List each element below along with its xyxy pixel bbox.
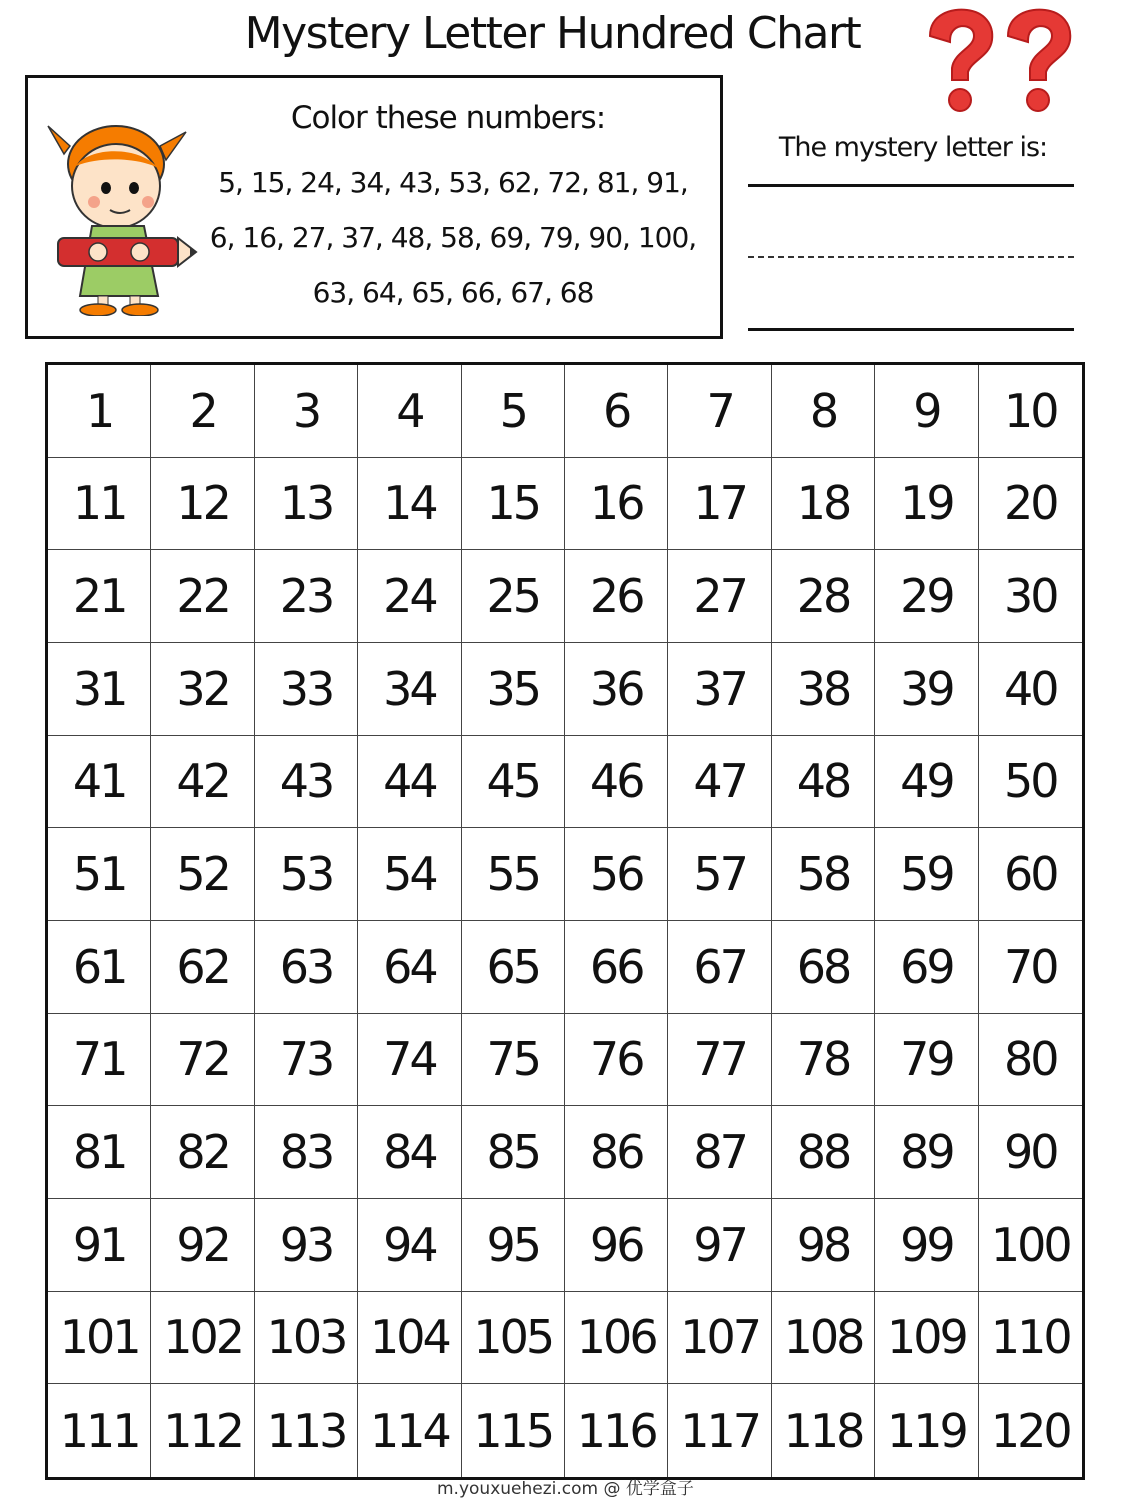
grid-cell-50[interactable]: 50 <box>979 736 1082 829</box>
grid-cell-115[interactable]: 115 <box>462 1384 565 1477</box>
grid-cell-70[interactable]: 70 <box>979 921 1082 1014</box>
grid-cell-78[interactable]: 78 <box>772 1014 875 1107</box>
grid-cell-47[interactable]: 47 <box>668 736 771 829</box>
grid-cell-72[interactable]: 72 <box>151 1014 254 1107</box>
answer-line-base <box>748 328 1074 331</box>
grid-cell-81[interactable]: 81 <box>48 1106 151 1199</box>
grid-cell-111[interactable]: 111 <box>48 1384 151 1477</box>
grid-cell-82[interactable]: 82 <box>151 1106 254 1199</box>
grid-cell-28[interactable]: 28 <box>772 550 875 643</box>
grid-cell-26[interactable]: 26 <box>565 550 668 643</box>
grid-cell-45[interactable]: 45 <box>462 736 565 829</box>
grid-cell-88[interactable]: 88 <box>772 1106 875 1199</box>
grid-cell-10[interactable]: 10 <box>979 365 1082 458</box>
grid-cell-106[interactable]: 106 <box>565 1292 668 1385</box>
grid-cell-11[interactable]: 11 <box>48 458 151 551</box>
grid-cell-5[interactable]: 5 <box>462 365 565 458</box>
grid-cell-2[interactable]: 2 <box>151 365 254 458</box>
grid-cell-84[interactable]: 84 <box>358 1106 461 1199</box>
grid-cell-101[interactable]: 101 <box>48 1292 151 1385</box>
grid-cell-86[interactable]: 86 <box>565 1106 668 1199</box>
grid-cell-23[interactable]: 23 <box>255 550 358 643</box>
grid-cell-114[interactable]: 114 <box>358 1384 461 1477</box>
grid-cell-60[interactable]: 60 <box>979 828 1082 921</box>
grid-cell-53[interactable]: 53 <box>255 828 358 921</box>
grid-cell-56[interactable]: 56 <box>565 828 668 921</box>
grid-cell-20[interactable]: 20 <box>979 458 1082 551</box>
grid-cell-63[interactable]: 63 <box>255 921 358 1014</box>
grid-cell-77[interactable]: 77 <box>668 1014 771 1107</box>
grid-cell-68[interactable]: 68 <box>772 921 875 1014</box>
grid-cell-118[interactable]: 118 <box>772 1384 875 1477</box>
grid-cell-41[interactable]: 41 <box>48 736 151 829</box>
grid-cell-39[interactable]: 39 <box>875 643 978 736</box>
grid-cell-36[interactable]: 36 <box>565 643 668 736</box>
grid-cell-35[interactable]: 35 <box>462 643 565 736</box>
grid-cell-107[interactable]: 107 <box>668 1292 771 1385</box>
grid-cell-62[interactable]: 62 <box>151 921 254 1014</box>
grid-cell-59[interactable]: 59 <box>875 828 978 921</box>
grid-cell-40[interactable]: 40 <box>979 643 1082 736</box>
grid-cell-13[interactable]: 13 <box>255 458 358 551</box>
grid-cell-79[interactable]: 79 <box>875 1014 978 1107</box>
grid-cell-6[interactable]: 6 <box>565 365 668 458</box>
grid-cell-64[interactable]: 64 <box>358 921 461 1014</box>
grid-cell-48[interactable]: 48 <box>772 736 875 829</box>
grid-cell-42[interactable]: 42 <box>151 736 254 829</box>
grid-cell-22[interactable]: 22 <box>151 550 254 643</box>
grid-cell-44[interactable]: 44 <box>358 736 461 829</box>
grid-cell-37[interactable]: 37 <box>668 643 771 736</box>
grid-cell-80[interactable]: 80 <box>979 1014 1082 1107</box>
grid-cell-67[interactable]: 67 <box>668 921 771 1014</box>
grid-cell-110[interactable]: 110 <box>979 1292 1082 1385</box>
grid-cell-34[interactable]: 34 <box>358 643 461 736</box>
grid-cell-19[interactable]: 19 <box>875 458 978 551</box>
grid-cell-9[interactable]: 9 <box>875 365 978 458</box>
grid-cell-85[interactable]: 85 <box>462 1106 565 1199</box>
grid-cell-76[interactable]: 76 <box>565 1014 668 1107</box>
grid-cell-90[interactable]: 90 <box>979 1106 1082 1199</box>
grid-cell-24[interactable]: 24 <box>358 550 461 643</box>
grid-cell-29[interactable]: 29 <box>875 550 978 643</box>
grid-cell-52[interactable]: 52 <box>151 828 254 921</box>
grid-cell-33[interactable]: 33 <box>255 643 358 736</box>
grid-cell-51[interactable]: 51 <box>48 828 151 921</box>
grid-cell-3[interactable]: 3 <box>255 365 358 458</box>
instructions-line-3: 63, 64, 65, 66, 67, 68 <box>312 276 594 309</box>
instructions-line-2: 6, 16, 27, 37, 48, 58, 69, 79, 90, 100, <box>209 221 697 254</box>
grid-cell-112[interactable]: 112 <box>151 1384 254 1477</box>
grid-cell-102[interactable]: 102 <box>151 1292 254 1385</box>
grid-cell-87[interactable]: 87 <box>668 1106 771 1199</box>
grid-cell-99[interactable]: 99 <box>875 1199 978 1292</box>
grid-cell-73[interactable]: 73 <box>255 1014 358 1107</box>
grid-cell-98[interactable]: 98 <box>772 1199 875 1292</box>
grid-cell-1[interactable]: 1 <box>48 365 151 458</box>
mystery-letter-label: The mystery letter is: <box>778 132 1048 163</box>
grid-cell-116[interactable]: 116 <box>565 1384 668 1477</box>
grid-cell-14[interactable]: 14 <box>358 458 461 551</box>
grid-cell-17[interactable]: 17 <box>668 458 771 551</box>
grid-cell-46[interactable]: 46 <box>565 736 668 829</box>
grid-cell-89[interactable]: 89 <box>875 1106 978 1199</box>
grid-cell-38[interactable]: 38 <box>772 643 875 736</box>
grid-cell-43[interactable]: 43 <box>255 736 358 829</box>
grid-cell-54[interactable]: 54 <box>358 828 461 921</box>
grid-cell-74[interactable]: 74 <box>358 1014 461 1107</box>
grid-cell-31[interactable]: 31 <box>48 643 151 736</box>
watermark: m.youxuehezi.com @ 优学盒子 <box>437 1479 694 1499</box>
grid-cell-18[interactable]: 18 <box>772 458 875 551</box>
grid-cell-83[interactable]: 83 <box>255 1106 358 1199</box>
answer-line-middle <box>748 256 1074 258</box>
grid-cell-57[interactable]: 57 <box>668 828 771 921</box>
grid-cell-103[interactable]: 103 <box>255 1292 358 1385</box>
grid-cell-4[interactable]: 4 <box>358 365 461 458</box>
grid-cell-66[interactable]: 66 <box>565 921 668 1014</box>
grid-cell-32[interactable]: 32 <box>151 643 254 736</box>
grid-cell-61[interactable]: 61 <box>48 921 151 1014</box>
grid-cell-12[interactable]: 12 <box>151 458 254 551</box>
grid-cell-104[interactable]: 104 <box>358 1292 461 1385</box>
grid-cell-92[interactable]: 92 <box>151 1199 254 1292</box>
question-marks-icon <box>922 6 1082 116</box>
instructions-box <box>25 75 723 339</box>
grid-cell-58[interactable]: 58 <box>772 828 875 921</box>
grid-cell-16[interactable]: 16 <box>565 458 668 551</box>
grid-cell-94[interactable]: 94 <box>358 1199 461 1292</box>
grid-cell-97[interactable]: 97 <box>668 1199 771 1292</box>
grid-cell-25[interactable]: 25 <box>462 550 565 643</box>
grid-cell-49[interactable]: 49 <box>875 736 978 829</box>
grid-cell-21[interactable]: 21 <box>48 550 151 643</box>
grid-cell-109[interactable]: 109 <box>875 1292 978 1385</box>
grid-cell-15[interactable]: 15 <box>462 458 565 551</box>
girl-with-pencil-icon <box>40 106 200 316</box>
grid-cell-119[interactable]: 119 <box>875 1384 978 1477</box>
instructions-heading: Color these numbers: <box>290 100 606 136</box>
grid-cell-95[interactable]: 95 <box>462 1199 565 1292</box>
answer-line-top <box>748 184 1074 187</box>
grid-cell-117[interactable]: 117 <box>668 1384 771 1477</box>
grid-cell-96[interactable]: 96 <box>565 1199 668 1292</box>
grid-cell-65[interactable]: 65 <box>462 921 565 1014</box>
grid-cell-27[interactable]: 27 <box>668 550 771 643</box>
grid-cell-69[interactable]: 69 <box>875 921 978 1014</box>
grid-cell-113[interactable]: 113 <box>255 1384 358 1477</box>
grid-cell-105[interactable]: 105 <box>462 1292 565 1385</box>
grid-cell-30[interactable]: 30 <box>979 550 1082 643</box>
grid-cell-120[interactable]: 120 <box>990 1403 1070 1458</box>
grid-cell-55[interactable]: 55 <box>462 828 565 921</box>
grid-cell-71[interactable]: 71 <box>48 1014 151 1107</box>
grid-cell-8[interactable]: 8 <box>772 365 875 458</box>
grid-cell-93[interactable]: 93 <box>255 1199 358 1292</box>
grid-cell-7[interactable]: 7 <box>668 365 771 458</box>
grid-cell-75[interactable]: 75 <box>462 1014 565 1107</box>
grid-cell-91[interactable]: 91 <box>48 1199 151 1292</box>
page-title: Mystery Letter Hundred Chart <box>244 8 861 59</box>
grid-cell-108[interactable]: 108 <box>772 1292 875 1385</box>
hundred-chart-grid <box>45 362 1085 1480</box>
instructions-line-1: 5, 15, 24, 34, 43, 53, 62, 72, 81, 91, <box>218 166 688 199</box>
grid-cell-100[interactable]: 100 <box>979 1199 1082 1292</box>
